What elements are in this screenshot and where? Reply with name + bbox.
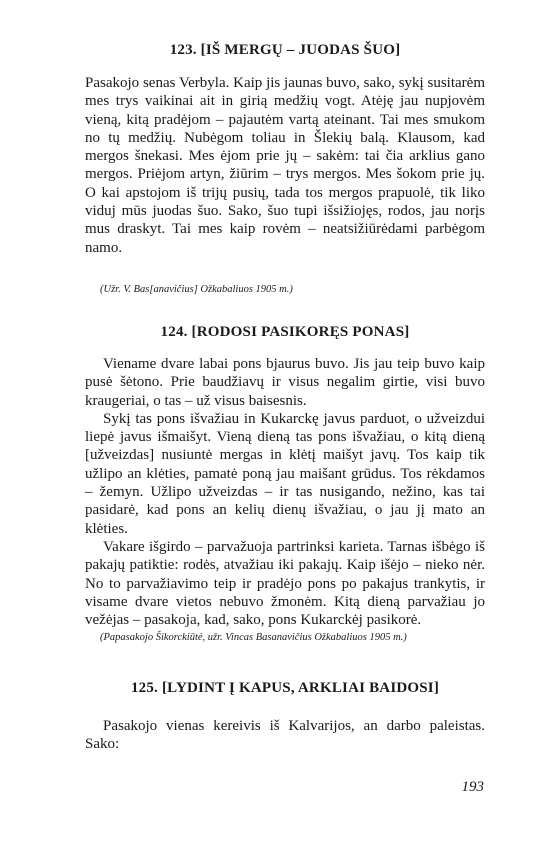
story-paragraph: Sykį tas pons išvažiau in Kukarckę javus parduot, o užveizdui liepė javus išmaišyt. Vieną dieną tas pons išvažiau, o kitą dieną [užveizdas] nusiuntė mergas in klėtį maišyt javų. Tos kaip tik užlipo an klėties, pamatė poną jau maišant grūdus. Tos rėkdamos – žemyn. Užlipo užveizdas – ir tas nusigando, nežino, kas tai pasidarė, kad pons an kelių dienų išvažiau, o jau jį mato an klėties. (85, 410, 485, 537)
story-heading-123: 123. [IŠ MERGŲ – JUODAS ŠUO] (169, 42, 401, 58)
story-body-123 (85, 74, 485, 257)
page-number: 193 (461, 779, 484, 795)
story-paragraph: Viename dvare labai pons bjaurus buvo. Jis jau teip buvo kaip pusė šėtono. Prie baudžiavų ir visus negalim girtie, visi buvo kraugeriai, o tas – už visus baisesnis. (85, 356, 485, 409)
story-body-124 (85, 355, 485, 629)
story-paragraph: Pasakojo vienas kereivis iš Kalvarijos, an darbo paleistas. Sako: (85, 718, 485, 753)
story-paragraph: Vakare išgirdo – parvažuoja partrinksi karieta. Tarnas išbėgo iš pakajų patiktie: rodės, atvažiau iki pakajų. Kaip išėjo – nieko nėr. No to parvažiavimo teip ir pradėjo pons po pakajus trankytis, ir visame dvare vietos nebuvo žmonėm. Kitą dieną parvažiau jo vežėjas – pasakoja, kad, sako, pons Kukarckėj pasikorė. (85, 538, 485, 629)
story-paragraph: Pasakojo senas Verbyla. Kaip jis jaunas buvo, sako, sykį susitarėm mes trys vaikinai ait in girią medžių vogt. Atėję jau nupjovėm vieną, kitą pradėjom – pajautėm vartą ateinant. Tai mes smukom no tų medžių. Nubėgom toliau in Šlekių balą. Klausom, kad mergos šnekasi. Mes ėjom prie jų – sakėm: tai čia arklius gano mergos. Priėjom artyn, žiūrim – trys mergos. Mes šokom prie jų. O kai apstojom iš trijų pusių, tada tos mergos prapuolė, tik liko viduj mūs juodas šuo. Sako, šuo tupi išsižiojęs, rodos, jau norįs mus draskyt. Tai mes kaip rovėm – neatsižiūrėdami parbėgom namo. (85, 75, 485, 256)
story-heading-125: 125. [LYDINT Į KAPUS, ARKLIAI BAIDOSI] (130, 680, 440, 696)
story-source-124: (Papasakojo Šikorckiūtė, užr. Vincas Basanavičius Ožkabaliuos 1905 m.) (100, 632, 407, 643)
story-source-123: (Užr. V. Bas[anavičius] Ožkabaliuos 1905 m.) (100, 284, 293, 295)
story-heading-124: 124. [RODOSI PASIKORĘS PONAS] (160, 324, 410, 340)
story-body-125 (85, 717, 485, 754)
